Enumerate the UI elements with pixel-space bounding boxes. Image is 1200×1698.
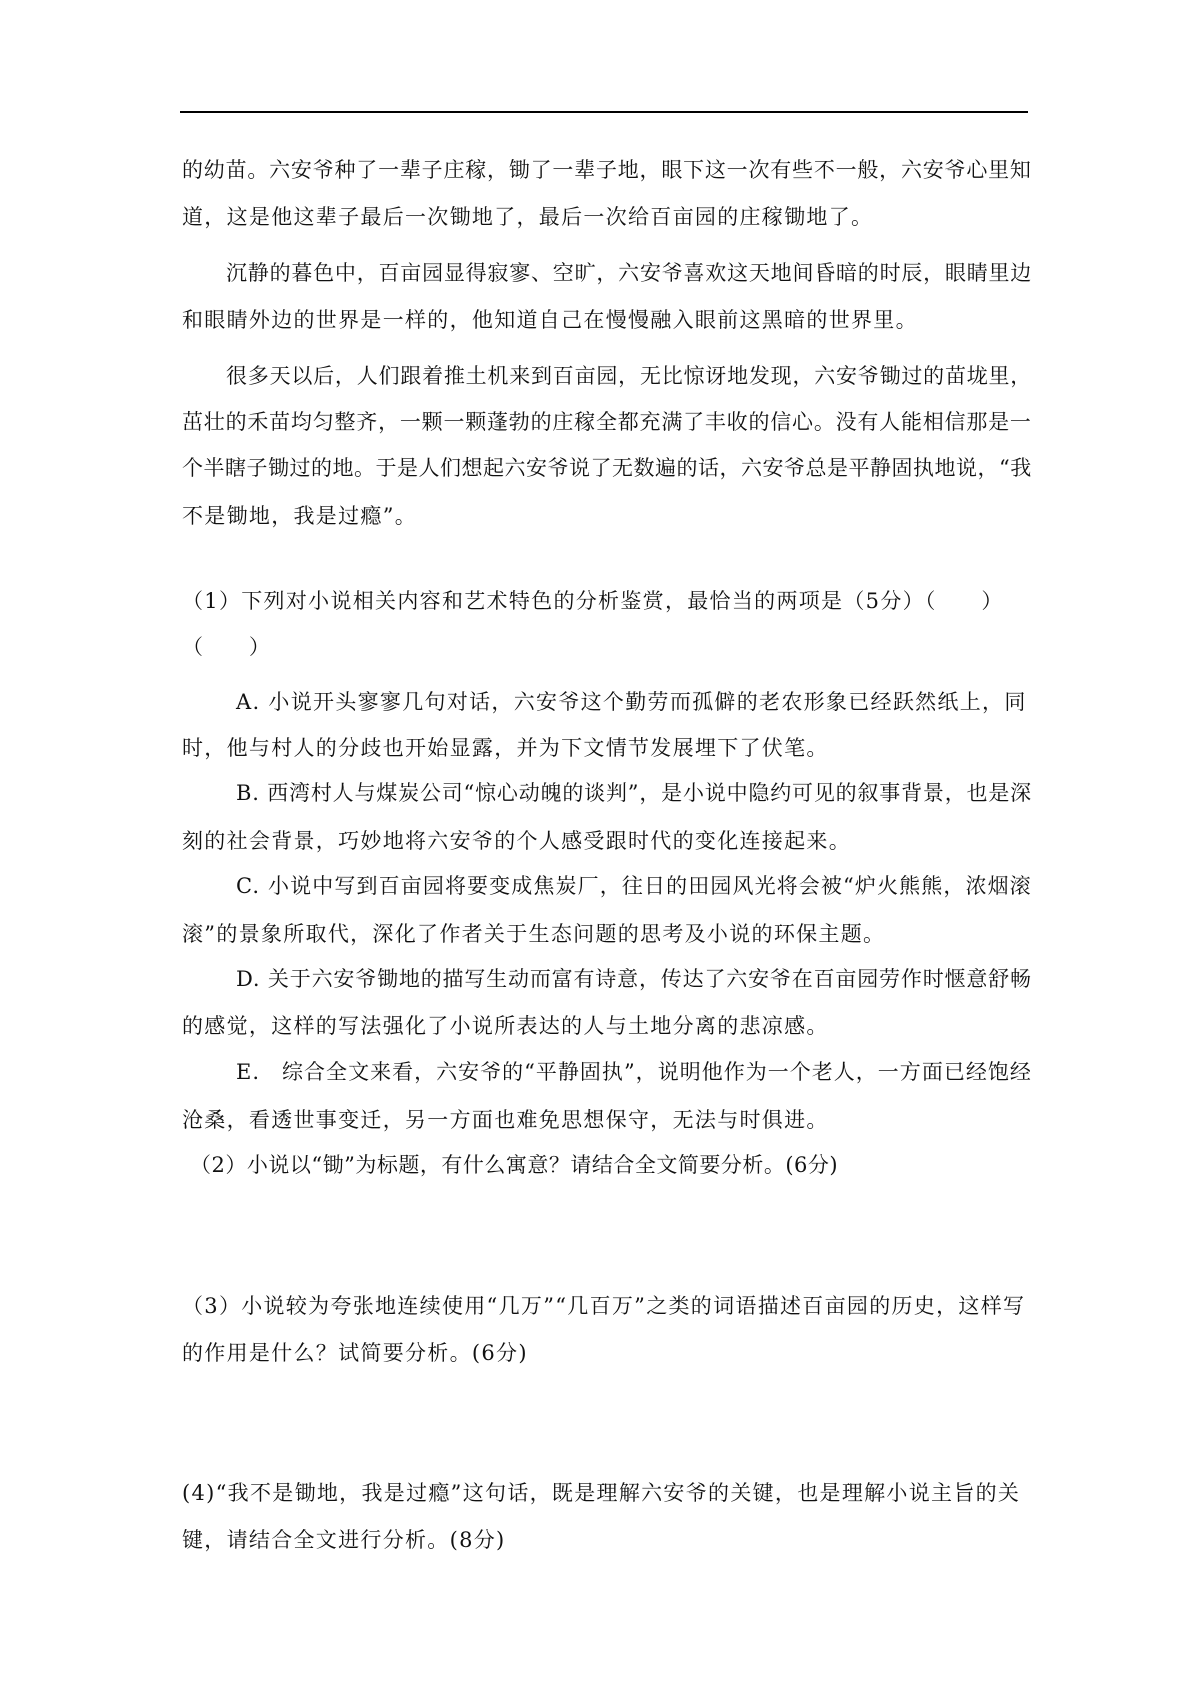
option-d: D. 关于六安爷锄地的描写生动而富有诗意，传达了六安爷在百亩园劳作时惬意舒畅: [236, 967, 1032, 991]
question-1-answer-blank: （ ）: [182, 635, 272, 659]
option-d-cont: 的感觉，这样的写法强化了小说所表达的人与土地分离的悲凉感。: [182, 1014, 829, 1038]
passage-line: 茁壮的禾苗均匀整齐，一颗一颗蓬勃的庄稼全都充满了丰收的信心。没有人能相信那是一: [182, 410, 1032, 434]
question-1-stem: （1）下列对小说相关内容和艺术特色的分析鉴赏，最恰当的两项是（5分）（ ）: [182, 589, 1004, 613]
question-4-line: 键，请结合全文进行分析。(8分): [182, 1528, 506, 1552]
passage-line: 不是锄地，我是过瘾”。: [182, 504, 418, 528]
question-2: （2）小说以“锄”为标题，有什么寓意？请结合全文简要分析。(6分): [190, 1153, 839, 1177]
option-c: C. 小说中写到百亩园将要变成焦炭厂，往日的田园风光将会被“炉火熊熊，浓烟滚: [236, 874, 1032, 898]
question-4-line: (4)“我不是锄地，我是过瘾”这句话，既是理解六安爷的关键，也是理解小说主旨的关: [182, 1481, 1021, 1505]
passage-line: 个半瞎子锄过的地。于是人们想起六安爷说了无数遍的话，六安爷总是平静固执地说，“我: [182, 456, 1032, 480]
passage-line: 的幼苗。六安爷种了一辈子庄稼，锄了一辈子地，眼下这一次有些不一般，六安爷心里知: [182, 158, 1032, 182]
passage-line: 很多天以后，人们跟着推土机来到百亩园，无比惊讶地发现，六安爷锄过的苗垅里，: [226, 364, 1033, 388]
option-e: E. 综合全文来看，六安爷的“平静固执”，说明他作为一个老人，一方面已经饱经: [236, 1060, 1032, 1084]
option-a: A. 小说开头寥寥几句对话，六安爷这个勤劳而孤僻的老农形象已经跃然纸上，同: [236, 690, 1027, 714]
option-a-cont: 时，他与村人的分歧也开始显露，并为下文情节发展埋下了伏笔。: [182, 736, 829, 760]
passage-line: 和眼睛外边的世界是一样的，他知道自己在慢慢融入眼前这黑暗的世界里。: [182, 308, 918, 332]
option-b: B. 西湾村人与煤炭公司“惊心动魄的谈判”，是小说中隐约可见的叙事背景，也是深: [236, 781, 1032, 805]
option-c-cont: 滚”的景象所取代，深化了作者关于生态问题的思考及小说的环保主题。: [182, 922, 886, 946]
header-rule: [180, 111, 1028, 113]
question-3-line: 的作用是什么？试简要分析。(6分): [182, 1341, 528, 1365]
passage-line: 沉静的暮色中，百亩园显得寂寥、空旷，六安爷喜欢这天地间昏暗的时辰，眼睛里边: [226, 261, 1033, 285]
passage-line: 道，这是他这辈子最后一次锄地了，最后一次给百亩园的庄稼锄地了。: [182, 205, 874, 229]
option-e-cont: 沧桑，看透世事变迁，另一方面也难免思想保守，无法与时俱进。: [182, 1108, 829, 1132]
option-b-cont: 刻的社会背景，巧妙地将六安爷的个人感受跟时代的变化连接起来。: [182, 829, 851, 853]
question-3-line: （3）小说较为夸张地连续使用“几万”“几百万”之类的词语描述百亩园的历史，这样写: [182, 1294, 1026, 1318]
